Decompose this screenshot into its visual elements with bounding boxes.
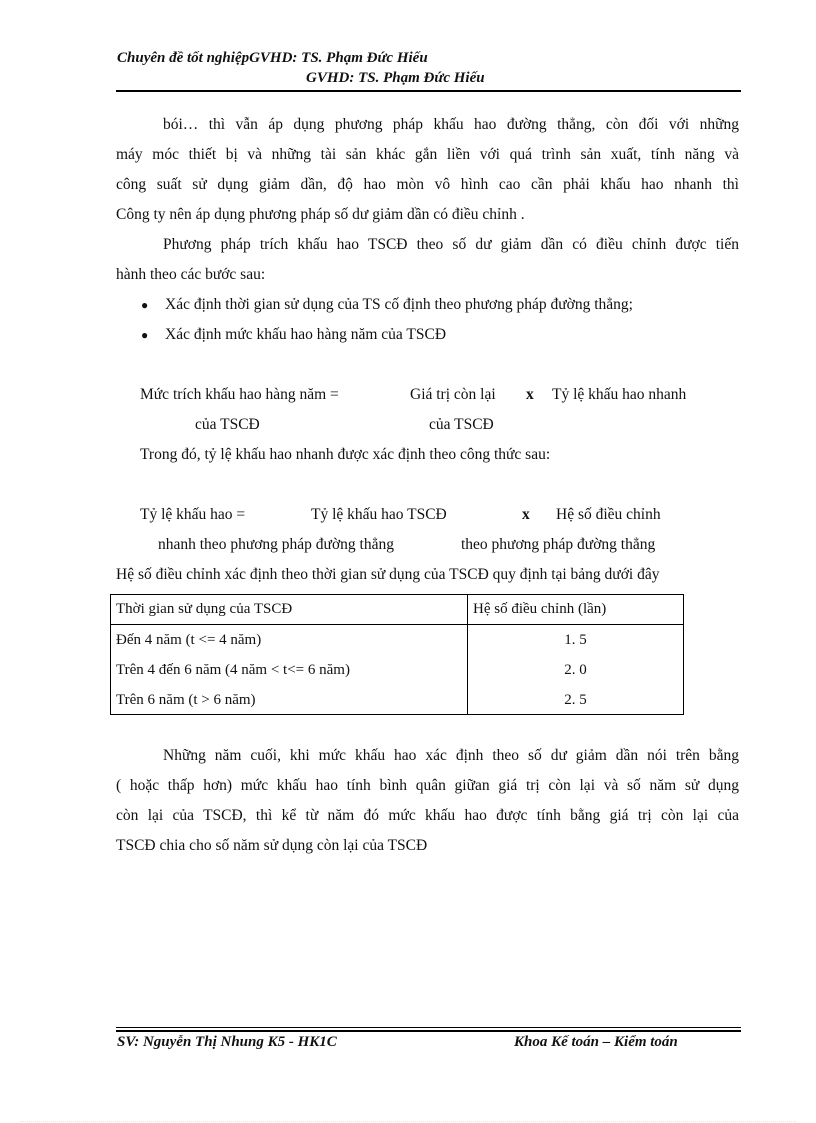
- table-cell: 2. 5: [564, 691, 587, 708]
- table-row: [110, 655, 684, 685]
- table-cell: 1. 5: [564, 631, 587, 648]
- footer-student: SV: Nguyễn Thị Nhung K5 - HK1C: [117, 1034, 337, 1050]
- table-header-row: [110, 594, 684, 625]
- formula-1-mid-sub: của TSCĐ: [429, 416, 494, 433]
- bullet-item-2: Xác định mức khấu hao hàng năm của TSCĐ: [165, 326, 447, 343]
- paragraph-1-line-1: bói… thì vẫn áp dụng phương pháp khấu hao đường thẳng, còn đối với những: [163, 116, 739, 133]
- paragraph-3-line-3: còn lại của TSCĐ, thì kể từ năm đó mức khấu hao được tính bằng giá trị còn lại của: [116, 807, 739, 824]
- formula-2-left: Tỷ lệ khấu hao =: [140, 506, 246, 523]
- paragraph-2-line-1: Phương pháp trích khấu hao TSCĐ theo số dư giảm dần có điều chỉnh được tiến: [163, 236, 739, 253]
- table-row: [110, 625, 684, 656]
- footer-rule-bottom: [116, 1030, 741, 1032]
- table-header-cell: Hệ số điều chỉnh (lần): [467, 594, 684, 625]
- table-cell: Trên 4 đến 6 năm (4 năm < t<= 6 năm): [116, 661, 350, 678]
- footer-department: Khoa Kế toán – Kiểm toán: [514, 1034, 678, 1050]
- paragraph-2-line-2: hành theo các bước sau:: [116, 266, 266, 283]
- formula-1-right: Tỷ lệ khấu hao nhanh: [552, 386, 687, 403]
- table-column-divider: [467, 594, 468, 715]
- table-cell: Trên 6 năm (t > 6 năm): [116, 691, 256, 708]
- paragraph-3-line-1: Những năm cuối, khi mức khấu hao xác định theo số dư giảm dần nói trên bằng: [163, 747, 739, 764]
- footer-rule-top: [116, 1027, 741, 1028]
- paragraph-1-line-2: máy móc thiết bị và những tài sản khác gắn liền với quá trình sản xuất, tính năng và: [116, 146, 739, 163]
- table-cell: 2. 0: [564, 661, 587, 678]
- page-edge-dots: [20, 1121, 796, 1122]
- formula-2-right-sub: theo phương pháp đường thẳng: [461, 536, 656, 553]
- header-rule: [116, 90, 741, 92]
- formula-2-operator: x: [522, 506, 530, 523]
- formula-2-mid: Tỷ lệ khấu hao TSCĐ: [311, 506, 447, 523]
- formula-1-operator: x: [526, 386, 534, 403]
- formula-1-mid: Giá trị còn lại: [410, 386, 496, 403]
- bullet-dot-icon: ●: [141, 328, 149, 342]
- formula-1-left-sub: của TSCĐ: [195, 416, 260, 433]
- coefficient-table: [110, 594, 684, 715]
- paragraph-3-line-4: TSCĐ chia cho số năm sử dụng còn lại của TSCĐ: [116, 837, 428, 854]
- header-line-2: GVHD: TS. Phạm Đức Hiếu: [306, 70, 485, 86]
- formula-1-left: Mức trích khấu hao hàng năm =: [140, 386, 339, 403]
- paragraph-1-line-3: công suất sử dụng giảm dần, độ hao mòn vô hình cao cần phải khấu hao nhanh thì: [116, 176, 739, 193]
- table-intro: Hệ số điều chỉnh xác định theo thời gian sử dụng của TSCĐ quy định tại bảng dưới đây: [116, 566, 660, 583]
- formula-2-right: Hệ số điều chỉnh: [556, 506, 661, 523]
- formula-2-left-sub: nhanh theo phương pháp đường thẳng: [158, 536, 394, 553]
- paragraph-3-line-2: ( hoặc thấp hơn) mức khấu hao tính bình quân giữan giá trị còn lại và số năm sử dụng: [116, 777, 739, 794]
- header-line-1: Chuyên đề tốt nghiệpGVHD: TS. Phạm Đức Hiếu: [117, 50, 428, 66]
- paragraph-1-line-4: Công ty nên áp dụng phương pháp số dư giảm dần có điều chỉnh .: [116, 206, 525, 223]
- table-cell: Đến 4 năm (t <= 4 năm): [116, 631, 262, 648]
- table-header-cell: Thời gian sử dụng của TSCĐ: [110, 594, 467, 625]
- table-row: [110, 685, 684, 715]
- bullet-item-1: Xác định thời gian sử dụng của TS cố định theo phương pháp đường thẳng;: [165, 296, 633, 313]
- formula-where: Trong đó, tỷ lệ khấu hao nhanh được xác định theo công thức sau:: [140, 446, 551, 463]
- bullet-dot-icon: ●: [141, 298, 149, 312]
